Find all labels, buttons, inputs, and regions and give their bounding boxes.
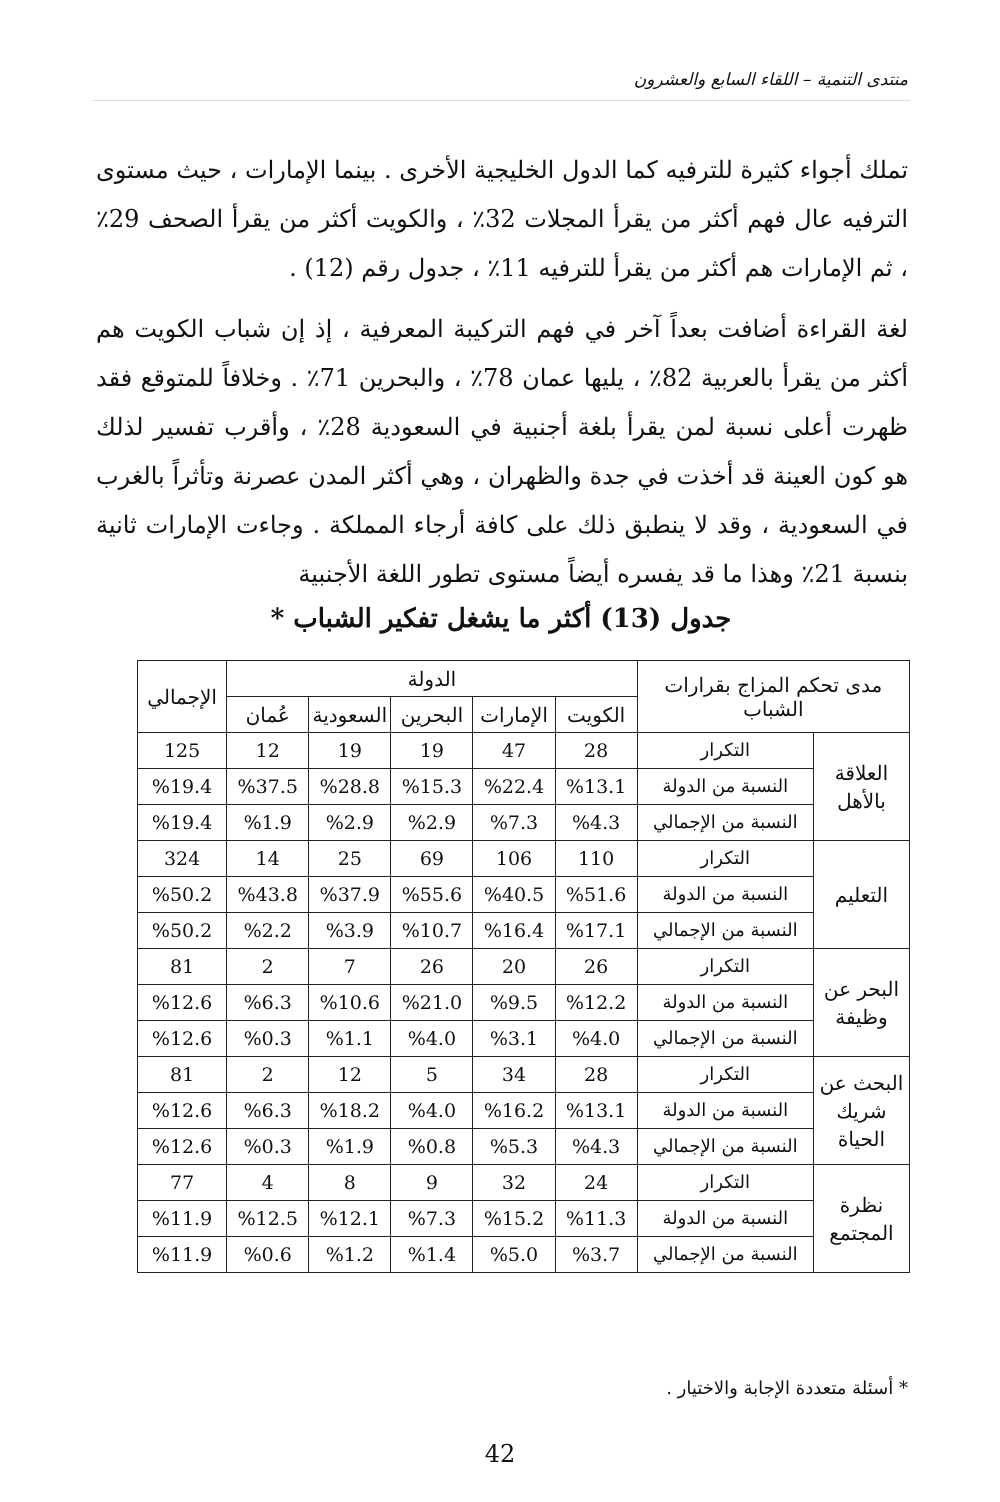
- table-cell: %5.0: [473, 1237, 555, 1273]
- total-cell: 81: [138, 1057, 227, 1093]
- table-cell: 7: [309, 949, 391, 985]
- table-cell: %22.4: [473, 769, 555, 805]
- table-cell: %6.3: [227, 1093, 309, 1129]
- metric-label: التكرار: [637, 1165, 813, 1201]
- table-cell: %51.6: [555, 877, 637, 913]
- paragraph: تملك أجواء كثيرة للترفيه كما الدول الخليجية الأخرى . بينما الإمارات ، حيث مستوى الترفيه عال فهم أكثر من يقرأ المجلات 32٪ ، والكويت أكثر من يقرأ الصحف 29٪ ، ثم الإمارات هم أكثر من يقرأ للترفيه 11٪ ، جدول رقم (12) .: [96, 156, 908, 282]
- table-cell: %6.3: [227, 985, 309, 1021]
- category-label: التعليم: [813, 841, 909, 949]
- table-cell: %11.3: [555, 1201, 637, 1237]
- table-header-row: [138, 661, 910, 697]
- table-row: [138, 1165, 910, 1201]
- metric-label: النسبة من الإجمالي: [637, 1129, 813, 1165]
- country-header: عُمان: [227, 697, 309, 733]
- table-cell: %12.5: [227, 1201, 309, 1237]
- table-cell: 14: [227, 841, 309, 877]
- total-cell: %50.2: [138, 877, 227, 913]
- table-cell: %0.8: [391, 1129, 473, 1165]
- table-cell: 4: [227, 1165, 309, 1201]
- table-cell: %4.0: [391, 1093, 473, 1129]
- metric-label: النسبة من الدولة: [637, 1201, 813, 1237]
- metric-label: النسبة من الدولة: [637, 769, 813, 805]
- table-cell: %2.2: [227, 913, 309, 949]
- table-row: [138, 949, 910, 985]
- table-cell: %21.0: [391, 985, 473, 1021]
- table-cell: %9.5: [473, 985, 555, 1021]
- table-cell: %13.1: [555, 1093, 637, 1129]
- table-cell: %12.2: [555, 985, 637, 1021]
- metric-label: التكرار: [637, 949, 813, 985]
- table-cell: 19: [309, 733, 391, 769]
- metric-label: التكرار: [637, 1057, 813, 1093]
- table-cell: 12: [227, 733, 309, 769]
- table-cell: %12.1: [309, 1201, 391, 1237]
- running-header: منتدى التنمية – اللقاء السابع والعشرون: [633, 70, 908, 90]
- metric-label: النسبة من الدولة: [637, 985, 813, 1021]
- table-cell: 2: [227, 949, 309, 985]
- table-cell: %10.7: [391, 913, 473, 949]
- total-cell: %50.2: [138, 913, 227, 949]
- table-cell: %0.3: [227, 1129, 309, 1165]
- table-cell: %55.6: [391, 877, 473, 913]
- table-cell: 26: [555, 949, 637, 985]
- table-cell: %5.3: [473, 1129, 555, 1165]
- header-total: الإجمالي: [138, 661, 227, 733]
- table-cell: %3.1: [473, 1021, 555, 1057]
- metric-label: النسبة من الإجمالي: [637, 913, 813, 949]
- table-cell: %2.9: [309, 805, 391, 841]
- table-cell: 34: [473, 1057, 555, 1093]
- table-cell: %10.6: [309, 985, 391, 1021]
- table-cell: %15.2: [473, 1201, 555, 1237]
- table-cell: %1.9: [227, 805, 309, 841]
- metric-label: التكرار: [637, 733, 813, 769]
- page-number: 42: [484, 1440, 516, 1468]
- category-label: العلاقة بالأهل: [813, 733, 909, 841]
- table-cell: 20: [473, 949, 555, 985]
- table-cell: %28.8: [309, 769, 391, 805]
- category-label: البحث عن شريك الحياة: [813, 1057, 909, 1165]
- table-cell: %7.3: [391, 1201, 473, 1237]
- table-cell: 110: [555, 841, 637, 877]
- table-row: [138, 769, 910, 805]
- table-cell: %4.0: [555, 1021, 637, 1057]
- table-cell: %1.9: [309, 1129, 391, 1165]
- table-row: [138, 1201, 910, 1237]
- table-row: [138, 1021, 910, 1057]
- table-row: [138, 1129, 910, 1165]
- table-cell: %17.1: [555, 913, 637, 949]
- table-cell: %4.0: [391, 1021, 473, 1057]
- metric-label: النسبة من الدولة: [637, 1093, 813, 1129]
- table-cell: %0.3: [227, 1021, 309, 1057]
- category-label: البحر عن وظيفة: [813, 949, 909, 1057]
- table-cell: 19: [391, 733, 473, 769]
- metric-label: التكرار: [637, 841, 813, 877]
- metric-label: النسبة من الإجمالي: [637, 1021, 813, 1057]
- footnote: * أسئلة متعددة الإجابة والاختيار .: [666, 1378, 908, 1399]
- total-cell: 125: [138, 733, 227, 769]
- table-cell: %7.3: [473, 805, 555, 841]
- table-cell: %3.7: [555, 1237, 637, 1273]
- table-cell: 2: [227, 1057, 309, 1093]
- table-cell: 8: [309, 1165, 391, 1201]
- table-cell: 32: [473, 1165, 555, 1201]
- total-cell: 324: [138, 841, 227, 877]
- total-cell: %11.9: [138, 1237, 227, 1273]
- total-cell: %12.6: [138, 1129, 227, 1165]
- table-cell: 9: [391, 1165, 473, 1201]
- table-cell: 5: [391, 1057, 473, 1093]
- total-cell: 77: [138, 1165, 227, 1201]
- table-cell: 12: [309, 1057, 391, 1093]
- table-cell: %43.8: [227, 877, 309, 913]
- table-cell: %2.9: [391, 805, 473, 841]
- table-row: [138, 1093, 910, 1129]
- table-cell: 106: [473, 841, 555, 877]
- table-cell: %3.9: [309, 913, 391, 949]
- header-divider: [92, 100, 910, 101]
- table-cell: %15.3: [391, 769, 473, 805]
- total-cell: %11.9: [138, 1201, 227, 1237]
- table-row: [138, 1237, 910, 1273]
- table-cell: 26: [391, 949, 473, 985]
- country-header: السعودية: [309, 697, 391, 733]
- table-cell: %40.5: [473, 877, 555, 913]
- total-cell: %19.4: [138, 805, 227, 841]
- table-cell: %4.3: [555, 1129, 637, 1165]
- header-category: مدى تحكم المزاج بقرارات الشباب: [637, 661, 909, 733]
- metric-label: النسبة من الإجمالي: [637, 805, 813, 841]
- table-cell: 28: [555, 733, 637, 769]
- table-cell: 25: [309, 841, 391, 877]
- metric-label: النسبة من الدولة: [637, 877, 813, 913]
- table-cell: 24: [555, 1165, 637, 1201]
- table-cell: %1.4: [391, 1237, 473, 1273]
- table-row: [138, 913, 910, 949]
- table-cell: %4.3: [555, 805, 637, 841]
- data-table: [137, 660, 910, 1273]
- table-cell: 28: [555, 1057, 637, 1093]
- metric-label: النسبة من الإجمالي: [637, 1237, 813, 1273]
- total-cell: %12.6: [138, 1021, 227, 1057]
- total-cell: 81: [138, 949, 227, 985]
- table-body: [138, 733, 910, 1273]
- header-state: الدولة: [227, 661, 637, 697]
- table-row: [138, 877, 910, 913]
- table-cell: 69: [391, 841, 473, 877]
- table-cell: %13.1: [555, 769, 637, 805]
- total-cell: %12.6: [138, 985, 227, 1021]
- country-header: الكويت: [555, 697, 637, 733]
- country-header: الإمارات: [473, 697, 555, 733]
- category-label: نظرة المجتمع: [813, 1165, 909, 1273]
- table-cell: %0.6: [227, 1237, 309, 1273]
- paragraph: لغة القراءة أضافت بعداً آخر في فهم التركيبة المعرفية ، إذ إن شباب الكويت هم أكثر من يقرأ بالعربية 82٪ ، يليها عمان 78٪ ، والبحرين 71٪ . وخلافاً للمتوقع فقد ظهرت أعلى نسبة لمن يقرأ بلغة أجنبية في السعودية 28٪ ، وأقرب تفسير لذلك هو كون العينة قد أخذت في جدة والظهران ، وهي أكثر المدن عصرنة وتأثراً بالغرب في السعودية ، وقد لا ينطبق ذلك على كافة أرجاء المملكة . وجاءت الإمارات ثانية بنسبة 21٪ وهذا ما قد يفسره أيضاً مستوى تطور اللغة الأجنبية: [96, 315, 909, 588]
- table-cell: %16.4: [473, 913, 555, 949]
- country-header: البحرين: [391, 697, 473, 733]
- table-row: [138, 841, 910, 877]
- table-row: [138, 1057, 910, 1093]
- table-cell: %1.1: [309, 1021, 391, 1057]
- table-row: [138, 805, 910, 841]
- table-caption: جدول (13) أكثر ما يشغل تفكير الشباب *: [270, 604, 732, 634]
- total-cell: %19.4: [138, 769, 227, 805]
- table-cell: %37.5: [227, 769, 309, 805]
- table-row: [138, 985, 910, 1021]
- table-row: [138, 733, 910, 769]
- table-cell: %16.2: [473, 1093, 555, 1129]
- table-cell: %18.2: [309, 1093, 391, 1129]
- table-cell: %1.2: [309, 1237, 391, 1273]
- table-cell: %37.9: [309, 877, 391, 913]
- table-cell: 47: [473, 733, 555, 769]
- total-cell: %12.6: [138, 1093, 227, 1129]
